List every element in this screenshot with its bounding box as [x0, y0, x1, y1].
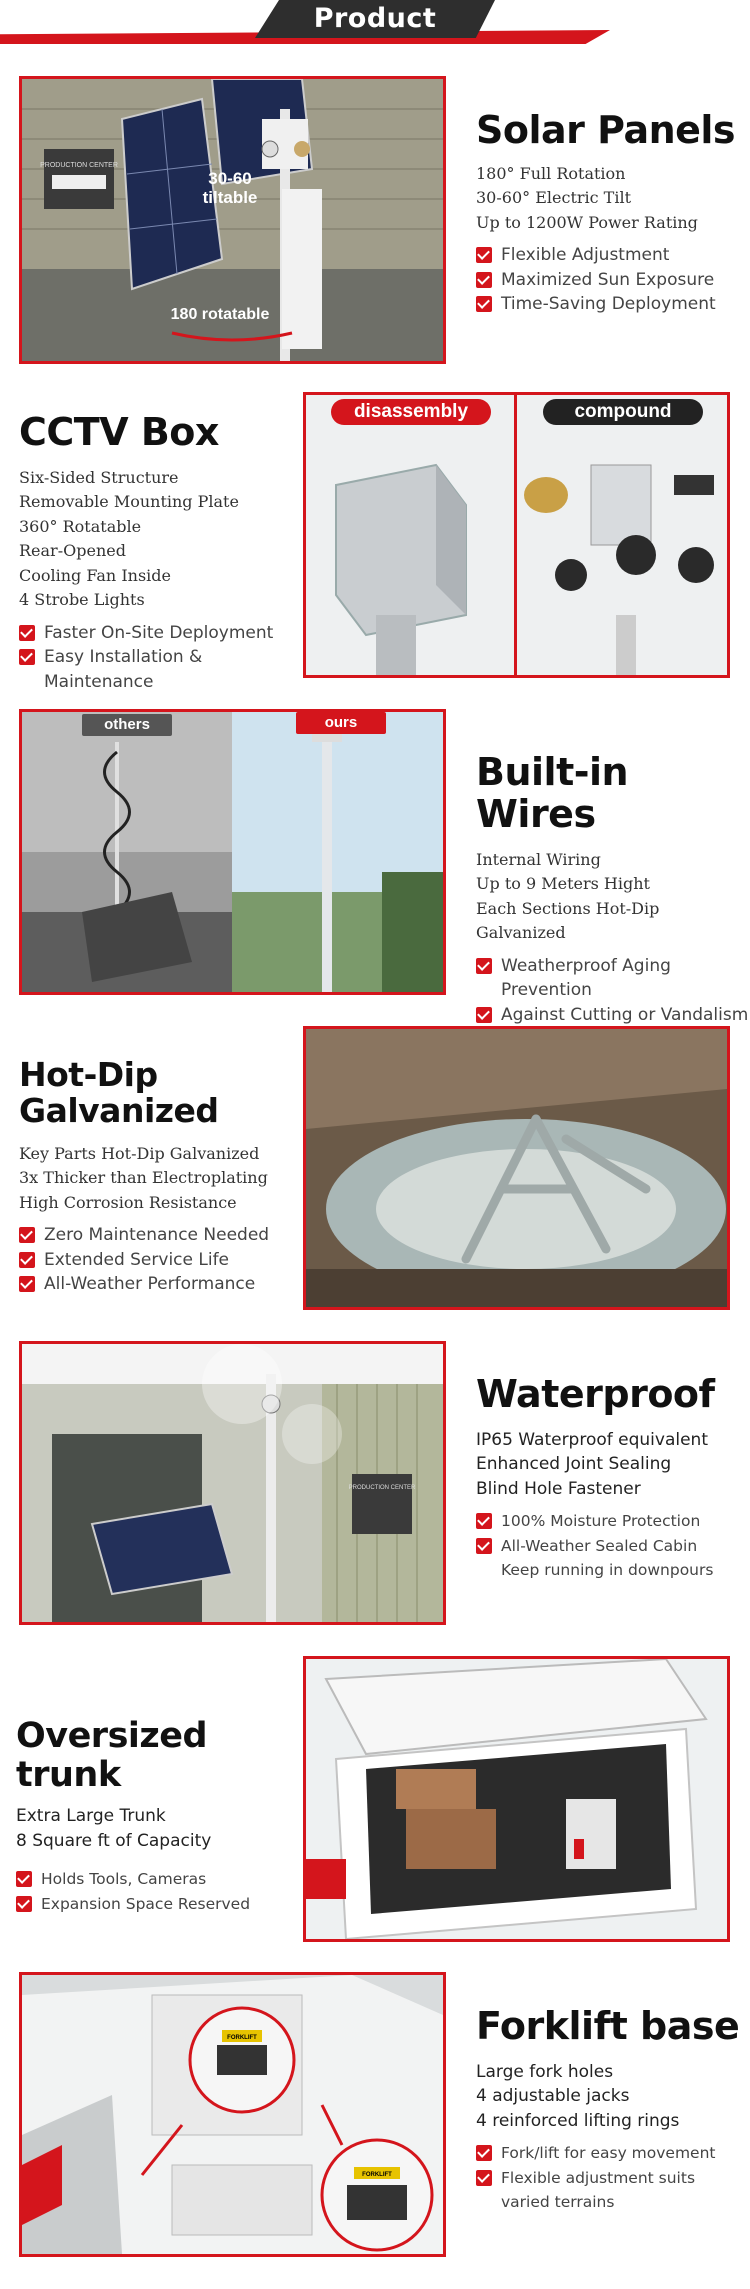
waterproof-photo — [19, 1341, 446, 1625]
tag-disassembly: disassembly — [331, 399, 491, 425]
check-icon — [476, 1538, 492, 1554]
feature-item: Time-Saving Deployment — [476, 292, 746, 317]
solar-panels-photo — [19, 76, 446, 364]
feature-item: 100% Moisture Protection — [476, 1509, 750, 1534]
spec-item: Enhanced Joint Sealing — [476, 1454, 672, 1475]
section-title: Hot-Dip Galvanized — [19, 1055, 219, 1131]
spec-item: 3x Thicker than Electroplating — [19, 1168, 268, 1188]
check-icon — [476, 272, 492, 288]
feature-item: Expansion Space Reserved — [16, 1892, 306, 1917]
spec-item: 30-60° Electric Tilt — [476, 188, 632, 208]
feature-item: Weatherproof Aging Prevention — [476, 954, 750, 1003]
page-header — [0, 0, 750, 72]
oversized-trunk-text — [16, 1717, 306, 1916]
rotate-label: 180 rotatable — [170, 306, 270, 323]
spec-item: Six-Sided Structure — [19, 467, 179, 487]
feature-list — [476, 1509, 750, 1558]
check-icon — [476, 1007, 492, 1023]
check-icon — [19, 625, 35, 641]
solar-panels-text — [476, 110, 746, 317]
feature-item: All-Weather Sealed Cabin — [476, 1534, 750, 1559]
page-title: Product Details — [313, 3, 437, 72]
spec-list — [19, 466, 309, 613]
spec-item: Cooling Fan Inside — [19, 565, 171, 585]
check-icon — [476, 2170, 492, 2186]
check-icon — [476, 958, 492, 974]
hot-dip-text — [19, 1057, 309, 1297]
forklift-label: FORKLIFT — [227, 2035, 257, 2041]
spec-list — [476, 848, 750, 946]
tilt-label: 30-60 — [208, 169, 252, 188]
feature-list — [16, 1867, 306, 1916]
feature-item: Holds Tools, Cameras — [16, 1867, 306, 1892]
spec-item: Up to 9 Meters Hight — [476, 874, 650, 894]
feature-continuation: Keep running in downpours — [501, 1561, 714, 1580]
check-icon — [16, 1896, 32, 1912]
spec-item: High Corrosion Resistance — [19, 1192, 237, 1212]
spec-list — [476, 162, 746, 236]
production-sign: PRODUCTION CENTER — [348, 1485, 416, 1491]
check-icon — [19, 649, 35, 665]
check-icon — [476, 2145, 492, 2161]
check-icon — [16, 1871, 32, 1887]
check-icon — [19, 1252, 35, 1268]
spec-item: Key Parts Hot-Dip Galvanized — [19, 1143, 260, 1163]
forklift-base-photo — [19, 1972, 446, 2257]
spec-list — [476, 2060, 750, 2134]
spec-list — [19, 1142, 309, 1216]
section-title: Waterproof — [476, 1372, 715, 1416]
cctv-box-text — [19, 412, 309, 694]
feature-item: Extended Service Life — [19, 1248, 309, 1273]
section-title: Solar Panels — [476, 108, 736, 152]
spec-item: 4 adjustable jacks — [476, 2086, 630, 2107]
tag-compound: compound — [543, 399, 703, 425]
feature-list — [19, 1223, 309, 1297]
feature-item: Flexible adjustment suits — [476, 2166, 750, 2191]
spec-item: 180° Full Rotation — [476, 163, 626, 183]
waterproof-text — [476, 1374, 750, 1583]
feature-item: Maximized Sun Exposure — [476, 268, 746, 293]
spec-item: Removable Mounting Plate — [19, 492, 239, 512]
check-icon — [19, 1276, 35, 1292]
section-title: Forklift base — [476, 2004, 740, 2048]
feature-item: Flexible Adjustment — [476, 243, 746, 268]
feature-continuation: varied terrains — [501, 2193, 615, 2212]
spec-item: Internal Wiring — [476, 849, 601, 869]
spec-item: Large fork holes — [476, 2061, 614, 2082]
cctv-box-photo — [303, 392, 730, 678]
section-title: Built-in Wires — [476, 750, 629, 836]
feature-item: Zero Maintenance Needed — [19, 1223, 309, 1248]
spec-item: IP65 Waterproof equivalent — [476, 1429, 708, 1450]
feature-list — [19, 621, 309, 695]
section-title: CCTV Box — [19, 410, 219, 454]
tilt-sub-label: tiltable — [202, 188, 258, 207]
built-in-wires-photo — [19, 709, 446, 995]
hot-dip-photo — [303, 1026, 730, 1310]
section-title: Oversized trunk — [16, 1716, 208, 1795]
forklift-base-text — [476, 2006, 750, 2215]
check-icon — [476, 247, 492, 263]
feature-item: All-Weather Performance — [19, 1272, 309, 1297]
spec-item: Rear-Opened — [19, 541, 126, 561]
spec-list — [476, 1428, 750, 1502]
spec-item: Each Sections Hot-Dip Galvanized — [476, 898, 660, 943]
spec-item: 4 reinforced lifting rings — [476, 2110, 680, 2131]
spec-item: Blind Hole Fastener — [476, 1478, 641, 1499]
oversized-trunk-photo — [303, 1656, 730, 1942]
spec-item: Up to 1200W Power Rating — [476, 212, 698, 232]
spec-item: 4 Strobe Lights — [19, 590, 145, 610]
built-in-wires-text — [476, 752, 750, 1052]
feature-item: Faster On-Site Deployment — [19, 621, 309, 646]
spec-list — [16, 1804, 306, 1853]
tag-others: others — [82, 714, 172, 736]
forklift-label: FORKLIFT — [362, 2172, 392, 2178]
spec-item: Extra Large Trunk — [16, 1806, 166, 1826]
check-icon — [476, 1513, 492, 1529]
check-icon — [476, 296, 492, 312]
feature-item: Against Cutting or Vandalism — [476, 1003, 750, 1028]
production-sign: PRODUCTION CENTER — [40, 162, 118, 169]
feature-list — [476, 2141, 750, 2190]
feature-item: Fork/lift for easy movement — [476, 2141, 750, 2166]
check-icon — [19, 1227, 35, 1243]
tag-ours: ours — [296, 712, 386, 734]
spec-item: 360° Rotatable — [19, 516, 142, 536]
feature-list — [476, 243, 746, 317]
spec-item: 8 Square ft of Capacity — [16, 1830, 212, 1851]
feature-item: Easy Installation & Maintenance — [19, 645, 309, 694]
